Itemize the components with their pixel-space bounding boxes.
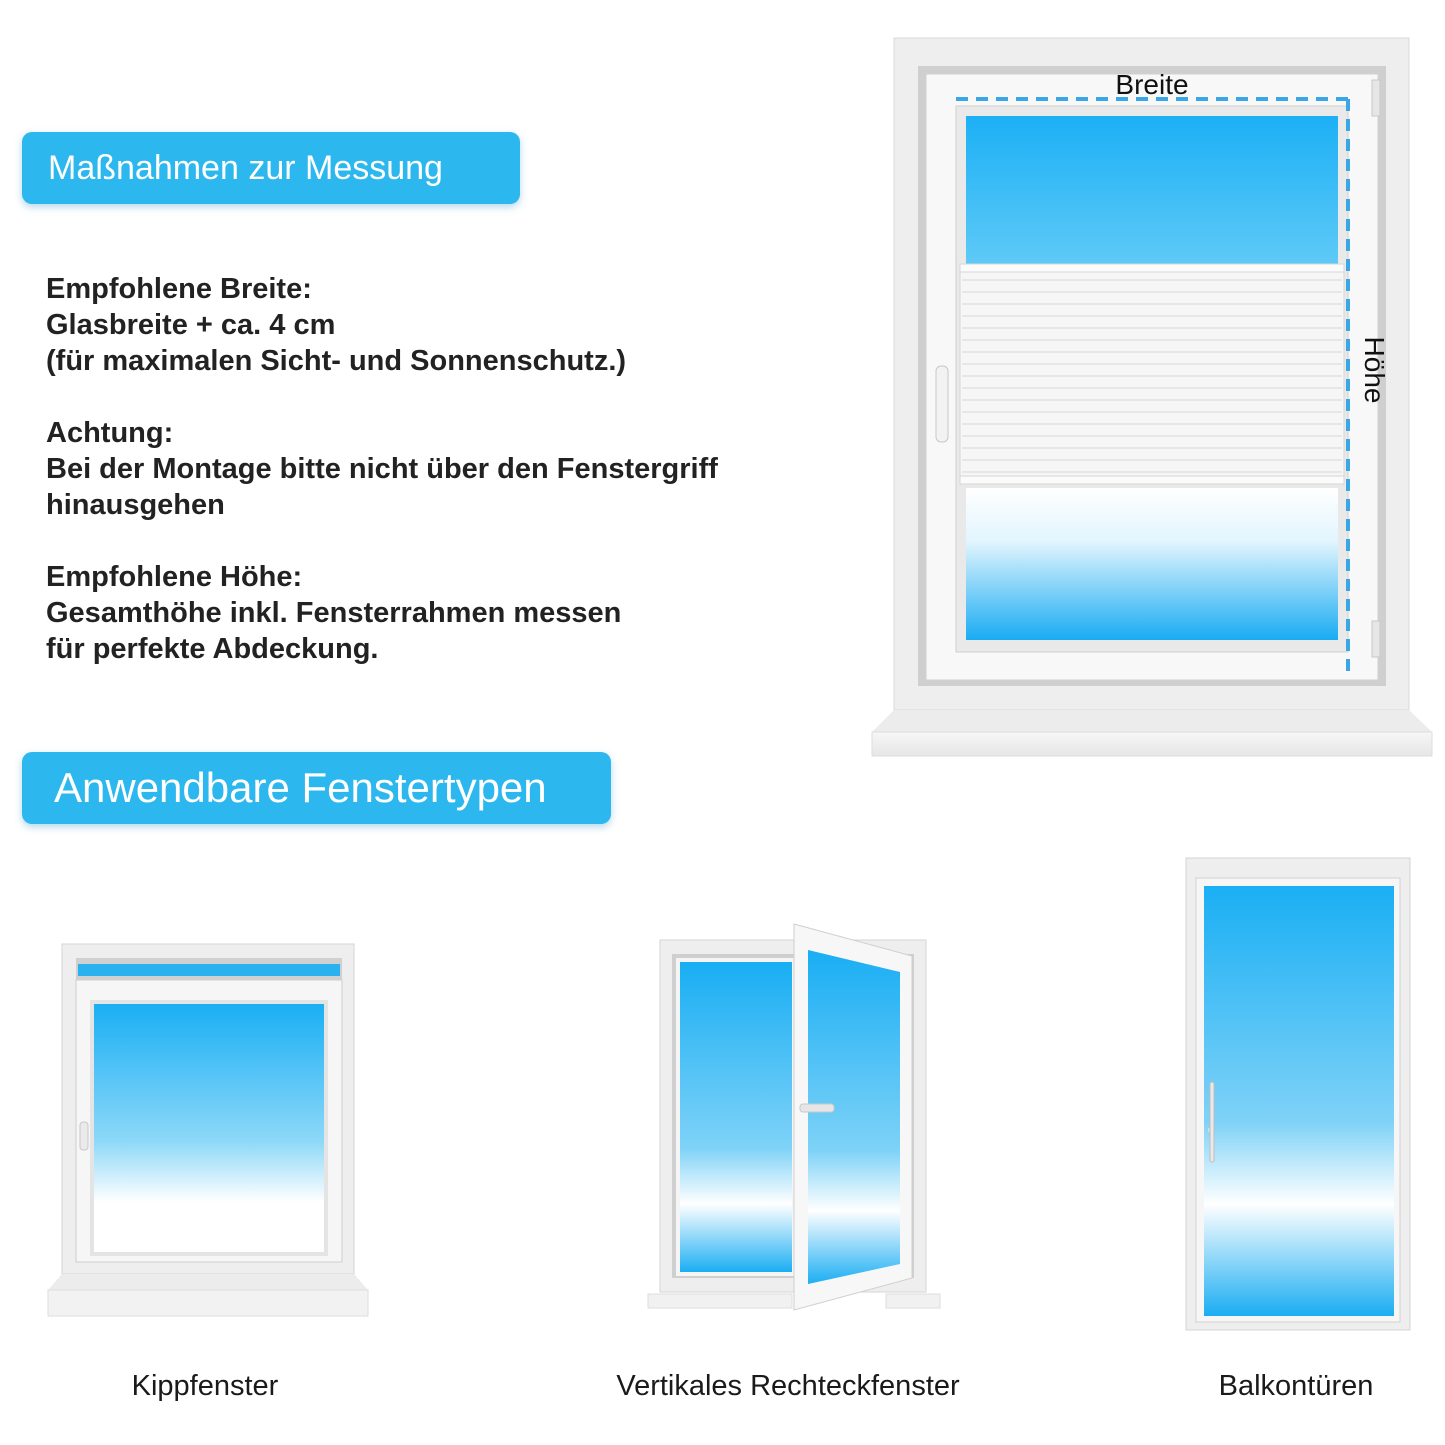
height-line-1: Gesamthöhe inkl. Fensterrahmen messen bbox=[46, 597, 622, 629]
window-types-section-title bbox=[22, 752, 611, 824]
balcony-door-icon bbox=[1184, 856, 1412, 1334]
window-types-section-title-text: Anwendbare Fenstertypen bbox=[54, 764, 547, 811]
attention-line-2: hinausgehen bbox=[46, 489, 225, 521]
window-type-label-casement: Vertikales Rechteckfenster bbox=[616, 1370, 960, 1402]
width-heading: Empfohlene Breite: bbox=[46, 273, 312, 305]
measurement-window-diagram bbox=[870, 36, 1435, 758]
height-measure-label: Höhe bbox=[1359, 336, 1390, 404]
measurement-section-title-text: Maßnahmen zur Messung bbox=[48, 148, 443, 187]
width-line-1: Glasbreite + ca. 4 cm bbox=[46, 309, 336, 341]
window-type-label-tilt: Kippfenster bbox=[131, 1370, 279, 1402]
width-measure-label: Breite bbox=[1115, 69, 1189, 100]
tilt-window-icon bbox=[46, 942, 370, 1320]
height-heading: Empfohlene Höhe: bbox=[46, 561, 303, 593]
height-recommendation bbox=[46, 559, 826, 667]
measurement-section-title bbox=[22, 132, 520, 204]
window-type-label-balcony: Balkontüren bbox=[1218, 1370, 1374, 1402]
height-line-2: für perfekte Abdeckung. bbox=[46, 633, 379, 665]
attention-heading: Achtung: bbox=[46, 417, 174, 449]
width-recommendation bbox=[46, 271, 826, 379]
casement-window-icon bbox=[646, 920, 942, 1316]
attention-line-1: Bei der Montage bitte nicht über den Fenstergriff bbox=[46, 453, 718, 485]
width-line-2: (für maximalen Sicht- und Sonnenschutz.) bbox=[46, 345, 627, 377]
attention-note bbox=[46, 415, 826, 523]
